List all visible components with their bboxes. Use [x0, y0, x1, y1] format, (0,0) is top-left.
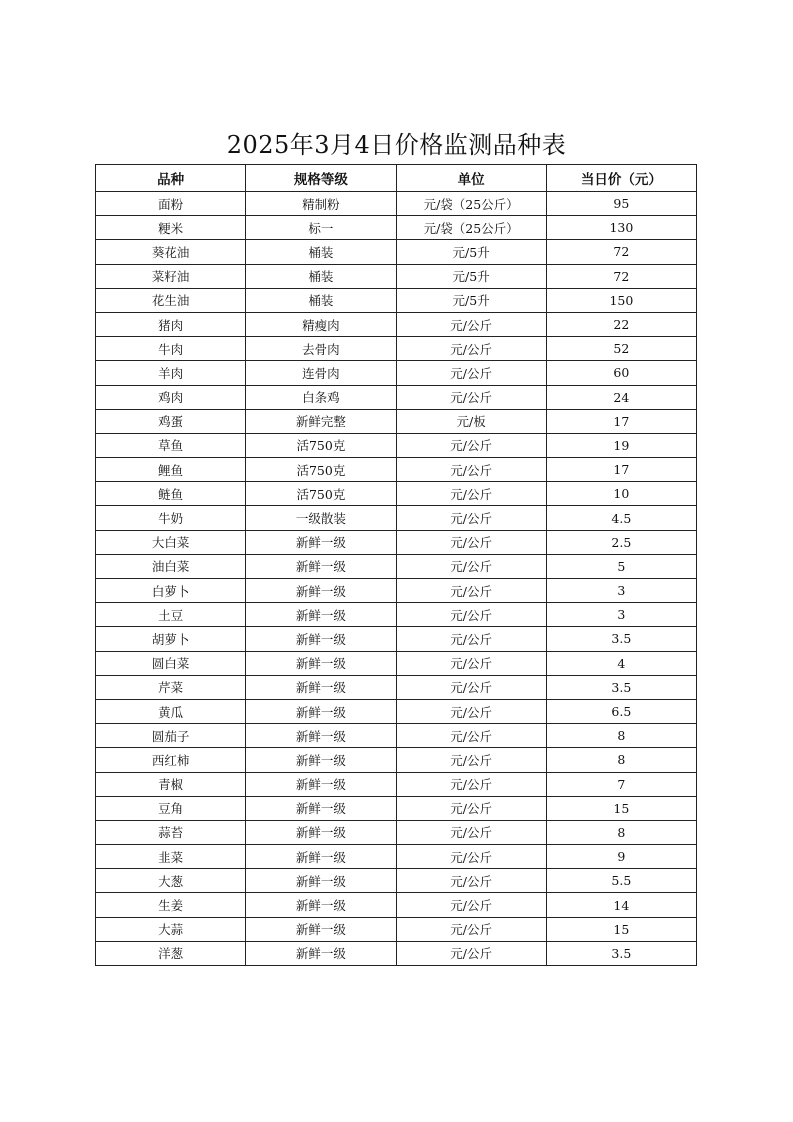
- cell-grade: 新鲜一级: [246, 869, 396, 893]
- cell-unit: 元/公斤: [396, 699, 546, 723]
- table-row: [96, 337, 697, 361]
- cell-unit: 元/公斤: [396, 893, 546, 917]
- cell-variety: 土豆: [96, 603, 246, 627]
- cell-grade: 活750克: [246, 458, 396, 482]
- cell-price: 4.5: [546, 506, 696, 530]
- cell-variety: 黄瓜: [96, 699, 246, 723]
- table-row: [96, 917, 697, 941]
- table-row: [96, 482, 697, 506]
- table-row: [96, 869, 697, 893]
- table-row: [96, 554, 697, 578]
- cell-grade: 新鲜一级: [246, 941, 396, 965]
- cell-grade: 新鲜一级: [246, 675, 396, 699]
- cell-price: 3.5: [546, 627, 696, 651]
- cell-grade: 标一: [246, 216, 396, 240]
- cell-variety: 油白菜: [96, 554, 246, 578]
- cell-variety: 生姜: [96, 893, 246, 917]
- cell-unit: 元/公斤: [396, 530, 546, 554]
- cell-variety: 鸡肉: [96, 385, 246, 409]
- header-grade: 规格等级: [246, 165, 396, 192]
- table-row: [96, 216, 697, 240]
- table-row: [96, 264, 697, 288]
- table-row: [96, 724, 697, 748]
- cell-price: 5.5: [546, 869, 696, 893]
- table-row: [96, 433, 697, 457]
- cell-price: 14: [546, 893, 696, 917]
- cell-variety: 大蒜: [96, 917, 246, 941]
- table-row: [96, 820, 697, 844]
- table-row: [96, 748, 697, 772]
- cell-variety: 胡萝卜: [96, 627, 246, 651]
- cell-unit: 元/公斤: [396, 482, 546, 506]
- table-row: [96, 530, 697, 554]
- cell-variety: 白萝卜: [96, 579, 246, 603]
- cell-price: 3: [546, 579, 696, 603]
- cell-variety: 韭菜: [96, 845, 246, 869]
- cell-price: 130: [546, 216, 696, 240]
- cell-unit: 元/公斤: [396, 579, 546, 603]
- cell-grade: 新鲜一级: [246, 554, 396, 578]
- table-row: [96, 772, 697, 796]
- cell-price: 15: [546, 796, 696, 820]
- cell-variety: 大葱: [96, 869, 246, 893]
- cell-unit: 元/公斤: [396, 627, 546, 651]
- cell-grade: 桶装: [246, 240, 396, 264]
- cell-grade: 新鲜一级: [246, 724, 396, 748]
- cell-variety: 洋葱: [96, 941, 246, 965]
- cell-price: 22: [546, 312, 696, 336]
- cell-variety: 圆白菜: [96, 651, 246, 675]
- cell-grade: 新鲜完整: [246, 409, 396, 433]
- table-row: [96, 192, 697, 216]
- cell-unit: 元/公斤: [396, 820, 546, 844]
- cell-variety: 菜籽油: [96, 264, 246, 288]
- cell-variety: 蒜苔: [96, 820, 246, 844]
- cell-unit: 元/公斤: [396, 917, 546, 941]
- cell-price: 7: [546, 772, 696, 796]
- cell-price: 60: [546, 361, 696, 385]
- cell-grade: 新鲜一级: [246, 772, 396, 796]
- cell-price: 17: [546, 458, 696, 482]
- cell-price: 52: [546, 337, 696, 361]
- price-monitoring-table: [95, 164, 697, 966]
- table-row: [96, 603, 697, 627]
- cell-grade: 新鲜一级: [246, 917, 396, 941]
- table-row: [96, 409, 697, 433]
- table-row: [96, 651, 697, 675]
- cell-price: 3: [546, 603, 696, 627]
- table-row: [96, 845, 697, 869]
- header-unit: 单位: [396, 165, 546, 192]
- header-variety: 品种: [96, 165, 246, 192]
- cell-price: 8: [546, 724, 696, 748]
- table-body: [96, 192, 697, 966]
- cell-price: 10: [546, 482, 696, 506]
- cell-grade: 新鲜一级: [246, 627, 396, 651]
- cell-unit: 元/公斤: [396, 554, 546, 578]
- cell-unit: 元/公斤: [396, 869, 546, 893]
- cell-variety: 面粉: [96, 192, 246, 216]
- cell-unit: 元/袋（25公斤）: [396, 216, 546, 240]
- table-row: [96, 893, 697, 917]
- cell-grade: 精制粉: [246, 192, 396, 216]
- cell-price: 4: [546, 651, 696, 675]
- table-row: [96, 627, 697, 651]
- cell-grade: 新鲜一级: [246, 579, 396, 603]
- cell-unit: 元/公斤: [396, 651, 546, 675]
- cell-grade: 活750克: [246, 482, 396, 506]
- cell-unit: 元/公斤: [396, 312, 546, 336]
- cell-unit: 元/公斤: [396, 506, 546, 530]
- cell-variety: 牛奶: [96, 506, 246, 530]
- cell-unit: 元/板: [396, 409, 546, 433]
- cell-grade: 精瘦肉: [246, 312, 396, 336]
- cell-grade: 桶装: [246, 288, 396, 312]
- cell-unit: 元/公斤: [396, 941, 546, 965]
- cell-price: 24: [546, 385, 696, 409]
- cell-variety: 牛肉: [96, 337, 246, 361]
- table-row: [96, 506, 697, 530]
- cell-unit: 元/公斤: [396, 458, 546, 482]
- cell-grade: 活750克: [246, 433, 396, 457]
- table-row: [96, 675, 697, 699]
- table-row: [96, 458, 697, 482]
- cell-grade: 连骨肉: [246, 361, 396, 385]
- cell-grade: 桶装: [246, 264, 396, 288]
- header-price: 当日价（元）: [546, 165, 696, 192]
- cell-price: 6.5: [546, 699, 696, 723]
- cell-price: 17: [546, 409, 696, 433]
- page-title: 2025年3月4日价格监测品种表: [226, 131, 567, 159]
- cell-variety: 猪肉: [96, 312, 246, 336]
- header-row: [96, 165, 697, 192]
- table-row: [96, 385, 697, 409]
- cell-variety: 粳米: [96, 216, 246, 240]
- cell-grade: 新鲜一级: [246, 748, 396, 772]
- cell-variety: 豆角: [96, 796, 246, 820]
- cell-unit: 元/公斤: [396, 675, 546, 699]
- cell-price: 3.5: [546, 675, 696, 699]
- cell-grade: 新鲜一级: [246, 820, 396, 844]
- cell-variety: 鲢鱼: [96, 482, 246, 506]
- table-row: [96, 941, 697, 965]
- cell-grade: 去骨肉: [246, 337, 396, 361]
- cell-variety: 花生油: [96, 288, 246, 312]
- cell-variety: 葵花油: [96, 240, 246, 264]
- cell-price: 19: [546, 433, 696, 457]
- cell-price: 8: [546, 748, 696, 772]
- table-row: [96, 240, 697, 264]
- cell-grade: 白条鸡: [246, 385, 396, 409]
- cell-variety: 芹菜: [96, 675, 246, 699]
- cell-price: 2.5: [546, 530, 696, 554]
- cell-price: 150: [546, 288, 696, 312]
- cell-price: 15: [546, 917, 696, 941]
- table-row: [96, 288, 697, 312]
- cell-unit: 元/公斤: [396, 724, 546, 748]
- table-row: [96, 796, 697, 820]
- cell-unit: 元/公斤: [396, 361, 546, 385]
- cell-unit: 元/公斤: [396, 337, 546, 361]
- cell-unit: 元/5升: [396, 264, 546, 288]
- cell-grade: 新鲜一级: [246, 651, 396, 675]
- cell-unit: 元/公斤: [396, 845, 546, 869]
- cell-variety: 鸡蛋: [96, 409, 246, 433]
- cell-grade: 新鲜一级: [246, 603, 396, 627]
- cell-price: 72: [546, 264, 696, 288]
- cell-unit: 元/5升: [396, 240, 546, 264]
- cell-variety: 羊肉: [96, 361, 246, 385]
- cell-unit: 元/公斤: [396, 748, 546, 772]
- cell-unit: 元/袋（25公斤）: [396, 192, 546, 216]
- cell-grade: 新鲜一级: [246, 845, 396, 869]
- cell-price: 72: [546, 240, 696, 264]
- cell-unit: 元/公斤: [396, 796, 546, 820]
- cell-price: 8: [546, 820, 696, 844]
- cell-unit: 元/公斤: [396, 385, 546, 409]
- cell-grade: 新鲜一级: [246, 893, 396, 917]
- cell-unit: 元/公斤: [396, 772, 546, 796]
- cell-variety: 鲤鱼: [96, 458, 246, 482]
- cell-grade: 新鲜一级: [246, 530, 396, 554]
- table-header: [96, 165, 697, 192]
- cell-price: 5: [546, 554, 696, 578]
- cell-unit: 元/公斤: [396, 603, 546, 627]
- table-row: [96, 579, 697, 603]
- cell-variety: 大白菜: [96, 530, 246, 554]
- cell-grade: 新鲜一级: [246, 699, 396, 723]
- cell-unit: 元/公斤: [396, 433, 546, 457]
- cell-price: 9: [546, 845, 696, 869]
- cell-unit: 元/5升: [396, 288, 546, 312]
- cell-grade: 新鲜一级: [246, 796, 396, 820]
- cell-variety: 圆茄子: [96, 724, 246, 748]
- table-row: [96, 312, 697, 336]
- table-row: [96, 361, 697, 385]
- cell-price: 95: [546, 192, 696, 216]
- cell-price: 3.5: [546, 941, 696, 965]
- table-row: [96, 699, 697, 723]
- cell-variety: 青椒: [96, 772, 246, 796]
- cell-grade: 一级散装: [246, 506, 396, 530]
- cell-variety: 西红柿: [96, 748, 246, 772]
- cell-variety: 草鱼: [96, 433, 246, 457]
